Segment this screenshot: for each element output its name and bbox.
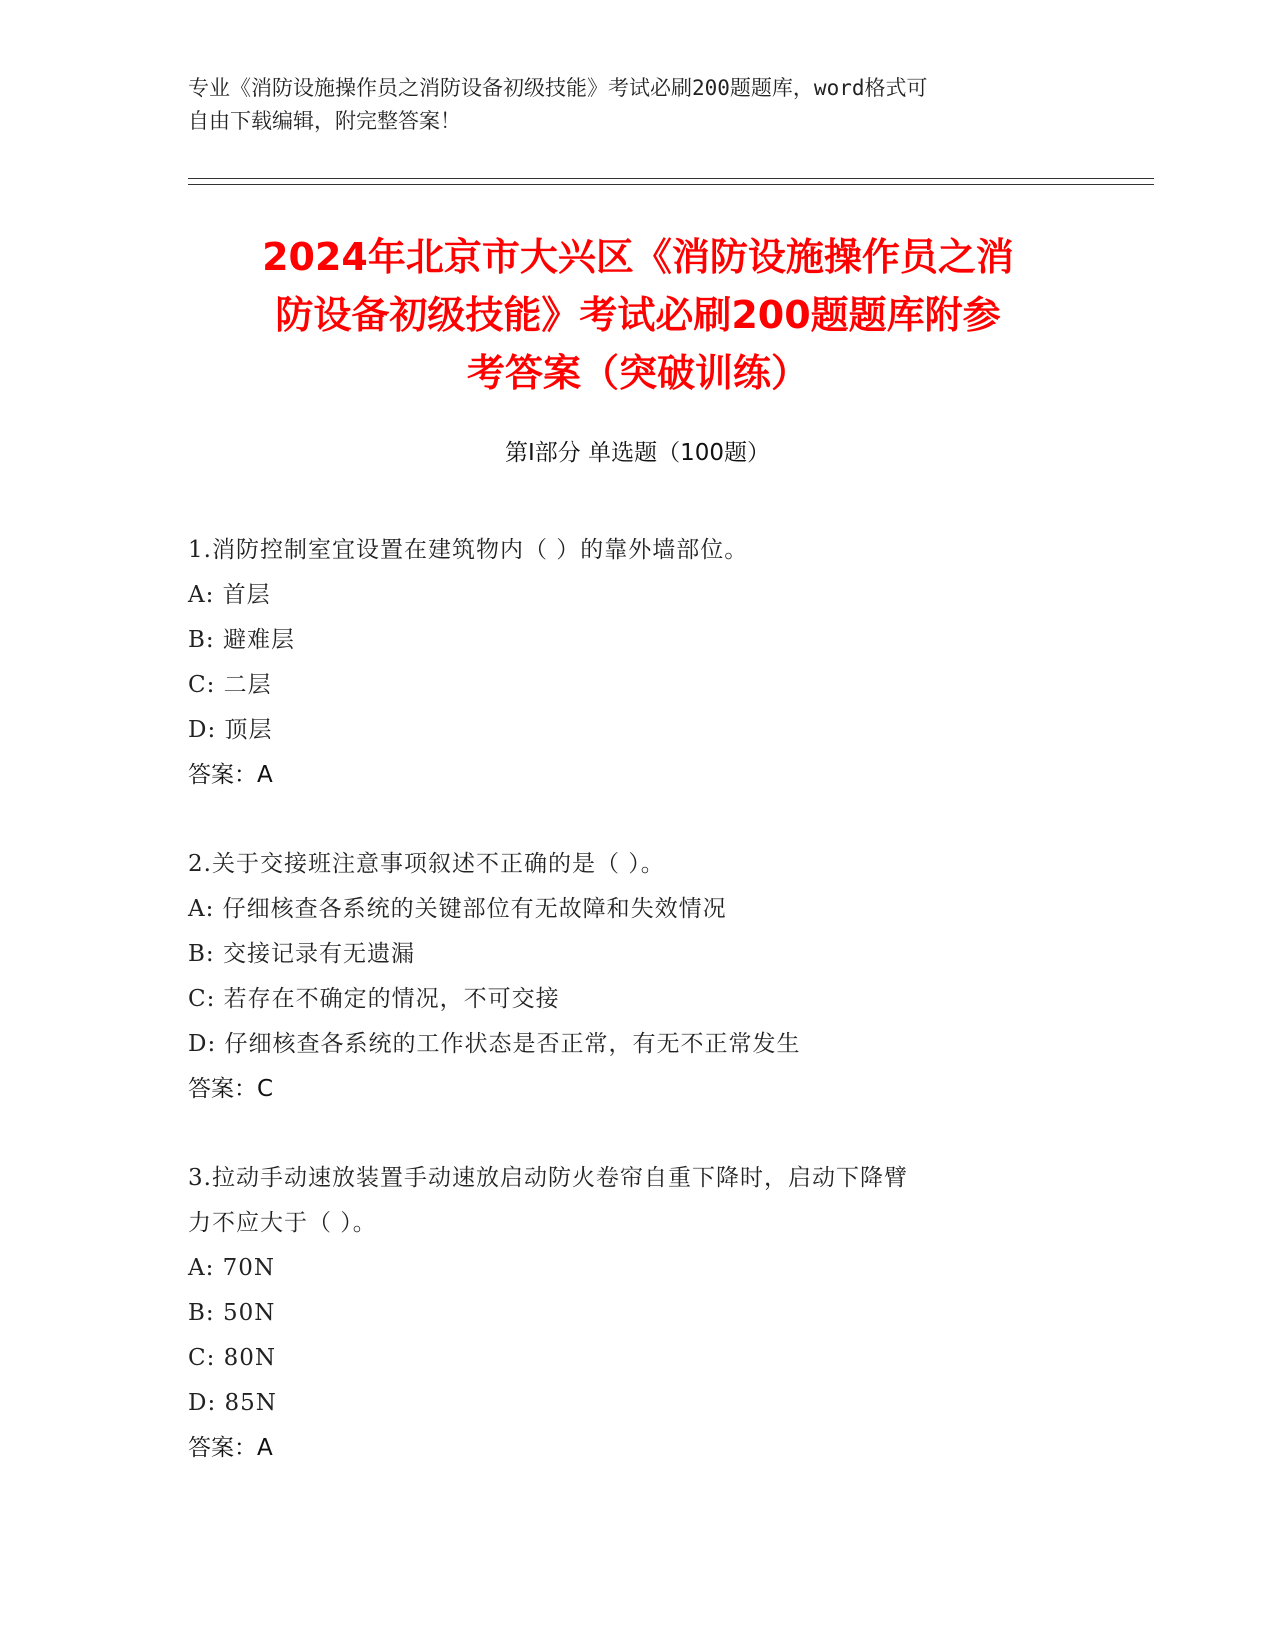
option-a: A: 70N [188,1255,276,1281]
question-stem-continued: 力不应大于（ ）。 [188,1210,377,1236]
option-c: C: 若存在不确定的情况，不可交接 [188,986,560,1012]
question-stem: 3.拉动手动速放装置手动速放启动防火卷帘自重下降时，启动下降臂 [188,1165,908,1191]
option-b: B: 交接记录有无遗漏 [188,941,415,967]
option-d: D: 仔细核查各系统的工作状态是否正常，有无不正常发生 [188,1031,801,1057]
answer: 答案：A [188,762,273,788]
question-2 [188,842,1068,1112]
option-b: B: 50N [188,1300,276,1326]
option-a: A: 仔细核查各系统的关键部位有无故障和失效情况 [188,896,727,922]
answer: 答案：A [188,1435,273,1461]
header-note-line-1: 专业《消防设施操作员之消防设备初级技能》考试必刷200题题库，word格式可 [188,76,928,100]
header-note-line-2: 自由下载编辑，附完整答案！ [188,109,461,133]
answer: 答案：C [188,1076,274,1102]
option-d: D: 85N [188,1390,277,1416]
document-title-line-3: 考答案（突破训练） [466,351,809,395]
option-c: C: 80N [188,1345,277,1371]
question-list [188,528,1068,1515]
question-3 [188,1156,1068,1471]
option-a: A: 首层 [188,582,271,608]
document-title [188,228,1088,402]
header-note [188,72,1088,138]
document-title-line-2: 防设备初级技能》考试必刷200题题库附参 [275,293,1001,337]
option-b: B: 避难层 [188,627,295,653]
header-divider-bottom [188,184,1154,185]
question-1 [188,528,1068,798]
document-title-line-1: 2024年北京市大兴区《消防设施操作员之消 [262,235,1014,279]
section-heading: 第Ⅰ部分 单选题（100题） [505,440,770,466]
option-d: D: 顶层 [188,717,273,743]
header-divider-top [188,178,1154,179]
option-c: C: 二层 [188,672,272,698]
question-stem: 1.消防控制室宜设置在建筑物内（ ）的靠外墙部位。 [188,537,749,563]
question-stem: 2.关于交接班注意事项叙述不正确的是（ ）。 [188,851,665,877]
